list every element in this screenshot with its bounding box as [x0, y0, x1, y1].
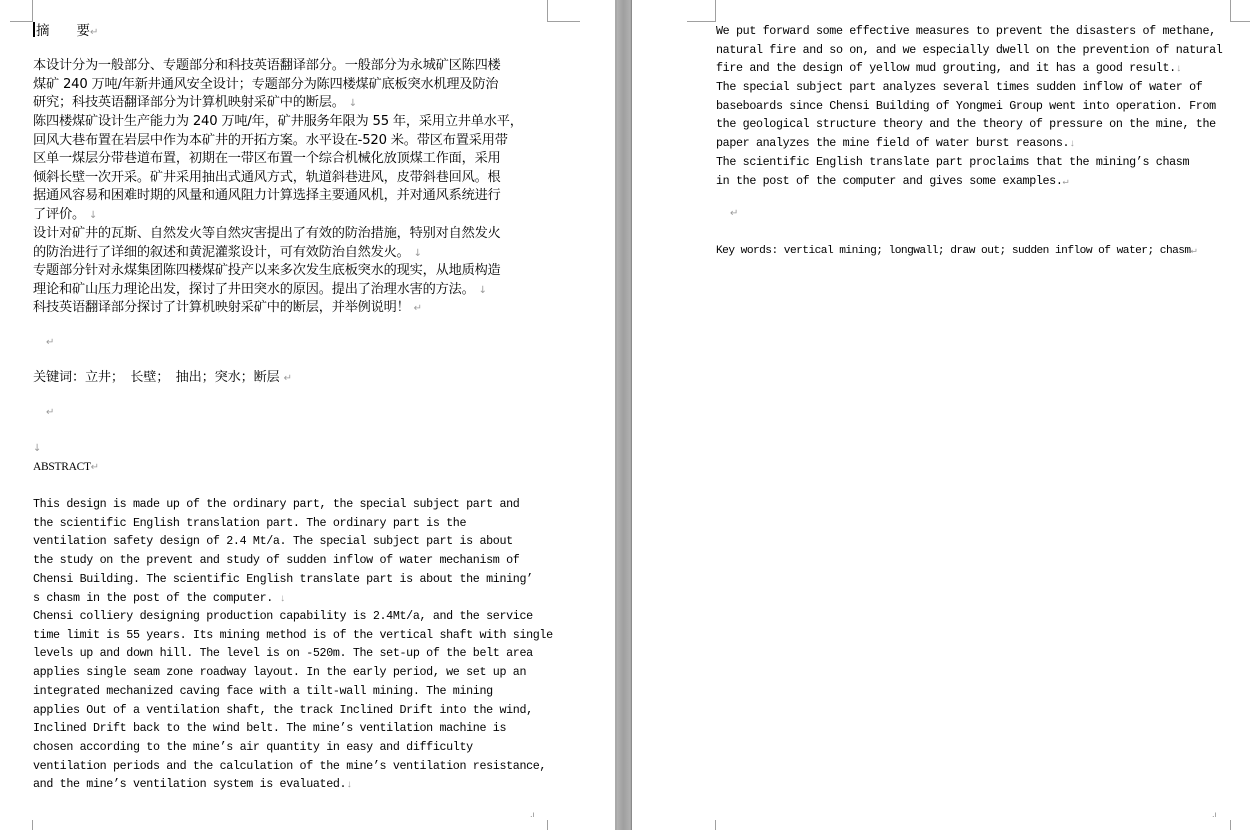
empty-paragraph-mark: ↵	[46, 337, 55, 348]
cn-paragraph-2[interactable]: 陈四楼煤矿设计生产能力为 240 万吨/年，矿井服务年限为 55 年，采用立井单水平， 回风大巷布置在岩层中作为本矿井的开拓方案。水平设在-520 米。带区布置采用带 区单一煤层分带巷道布置，初期在一带区布置一个综合机械化放顶煤工作面，采用 倾斜长壁一次开采。矿井采用抽出式通风方式，轨道斜巷进风，皮带斜巷回风。根 据通风容易和困难时期的风量和通风阻力计算选择主要通风机，并对通风系统进行 了评价。 ↓	[33, 114, 523, 222]
abstract-heading[interactable]: ABSTRACT↵	[33, 461, 99, 473]
en-paragraph-2[interactable]: Chensi colliery designing production capability is 2.4Mt/a, and the service time limit is 55 years. Its mining method is of the vertical shaft with single levels up and down hill. The level is on -520m. The set-up of the belt area applies single seam zone roadway layout. In the early period, we set up an integrated mechanized caving face with a tilt-wall mining. The mining applies Out of a ventilation shaft, the track Inclined Drift into the wind, Inclined Drift back to the wind belt. The mine’s ventilation machine is chosen according to the mine’s air quantity in easy and difficulty ventilation periods and the calculation of the mine’s ventilation resistance, and the mine’s ventilation system is evaluated.↓	[33, 609, 553, 792]
paragraph-mark: ↵	[1062, 176, 1069, 188]
line-break-mark: ↓	[1175, 64, 1182, 76]
en-paragraph-5[interactable]: The scientific English translate part proclaims that the mining’s chasm in the post of the computer and gives some examples.↵	[716, 155, 1190, 188]
en-paragraph-4[interactable]: The special subject part analyzes several times sudden inflow of water of baseboards since Chensi Building of Yongmei Group went into operation. From the geological structure theory and the theory of pressure on the mine, the paper analyzes the mine field of water burst reasons.↓	[716, 80, 1216, 151]
section-end-mark: .ı	[1212, 810, 1217, 819]
empty-paragraph-mark: ↵	[46, 407, 55, 418]
line-break-mark: ↓	[1069, 139, 1075, 151]
crop-mark-top-right	[547, 21, 580, 22]
line-break-mark: ↓	[33, 443, 42, 454]
crop-mark-bottom-right	[547, 820, 548, 830]
cn-paragraph-3[interactable]: 设计对矿井的瓦斯、自然发火等自然灾害提出了有效的防治措施，特别对自然发火 的防治进行了详细的叙述和黄泥灌浆设计，可有效防治自然发火。 ↓	[33, 226, 501, 260]
keywords-cn[interactable]: 关键词：立井； 长壁； 抽出；突水；断层 ↵	[33, 370, 292, 385]
line-break-mark: ↓	[478, 284, 487, 296]
crop-mark-top-left	[32, 0, 33, 21]
paragraph-mark: ↵	[283, 373, 292, 384]
crop-mark-top-left	[10, 21, 33, 22]
paragraph-mark: ↵	[90, 27, 99, 38]
paragraph-mark: ↵	[1190, 246, 1197, 257]
crop-mark-bottom-right	[1230, 820, 1231, 830]
page-gutter-shade	[617, 0, 630, 830]
crop-mark-top-right	[1230, 0, 1231, 21]
crop-mark-top-left	[687, 21, 716, 22]
document-page-right[interactable]	[632, 0, 1250, 830]
section-end-mark: .ı	[530, 810, 535, 819]
line-break-mark: ↓	[88, 209, 98, 221]
crop-mark-bottom-left	[715, 820, 716, 830]
en-paragraph-3[interactable]: We put forward some effective measures to prevent the disasters of methane, natural fire and so on, and we especially dwell on the prevention of natural fire and the design of yellow mud grouting, and it has a good result.↓	[716, 24, 1223, 76]
line-break-mark: ↓	[279, 593, 286, 605]
abstract-title-cn[interactable]: 摘 要↵	[33, 22, 98, 42]
cn-paragraph-5[interactable]: 科技英语翻译部分探讨了计算机映射采矿中的断层，并举例说明！ ↵	[33, 300, 422, 315]
crop-mark-top-right	[547, 0, 548, 21]
paragraph-mark: ↵	[90, 462, 99, 473]
crop-mark-top-left	[715, 0, 716, 21]
paragraph-mark: ↵	[413, 303, 422, 314]
empty-paragraph-mark: ↵	[730, 208, 739, 219]
line-break-mark: ↓	[413, 247, 422, 259]
cn-paragraph-4[interactable]: 专题部分针对永煤集团陈四楼煤矿投产以来多次发生底板突水的现实，从地质构造 理论和矿山压力理论出发，探讨了井田突水的原因。提出了治理水害的方法。 ↓	[33, 263, 501, 297]
line-break-mark: ↓	[346, 780, 352, 792]
en-paragraph-1[interactable]: This design is made up of the ordinary part, the special subject part and the scientific English translation part. The ordinary part is the ventilation safety design of 2.4 Mt/a. The special subject part is about the study on the prevent and study of sudden inflow of water mechanism of Chensi Building. The scientific English translate part is about the mining’ s chasm in the post of the computer. ↓	[33, 497, 533, 605]
document-page-left[interactable]	[0, 0, 615, 830]
text-cursor	[33, 22, 35, 37]
keywords-en[interactable]: Key words: vertical mining; longwall; draw out; sudden inflow of water; chasm↵	[716, 245, 1197, 257]
cn-paragraph-1[interactable]: 本设计分为一般部分、专题部分和科技英语翻译部分。一般部分为永城矿区陈四楼 煤矿 240 万吨/年新井通风安全设计；专题部分为陈四楼煤矿底板突水机理及防治 研究；科技英语翻译部分为计算机映射采矿中的断层。 ↓	[33, 58, 501, 111]
line-break-mark: ↓	[348, 98, 357, 110]
crop-mark-bottom-left	[32, 820, 33, 830]
crop-mark-top-right	[1230, 21, 1250, 22]
